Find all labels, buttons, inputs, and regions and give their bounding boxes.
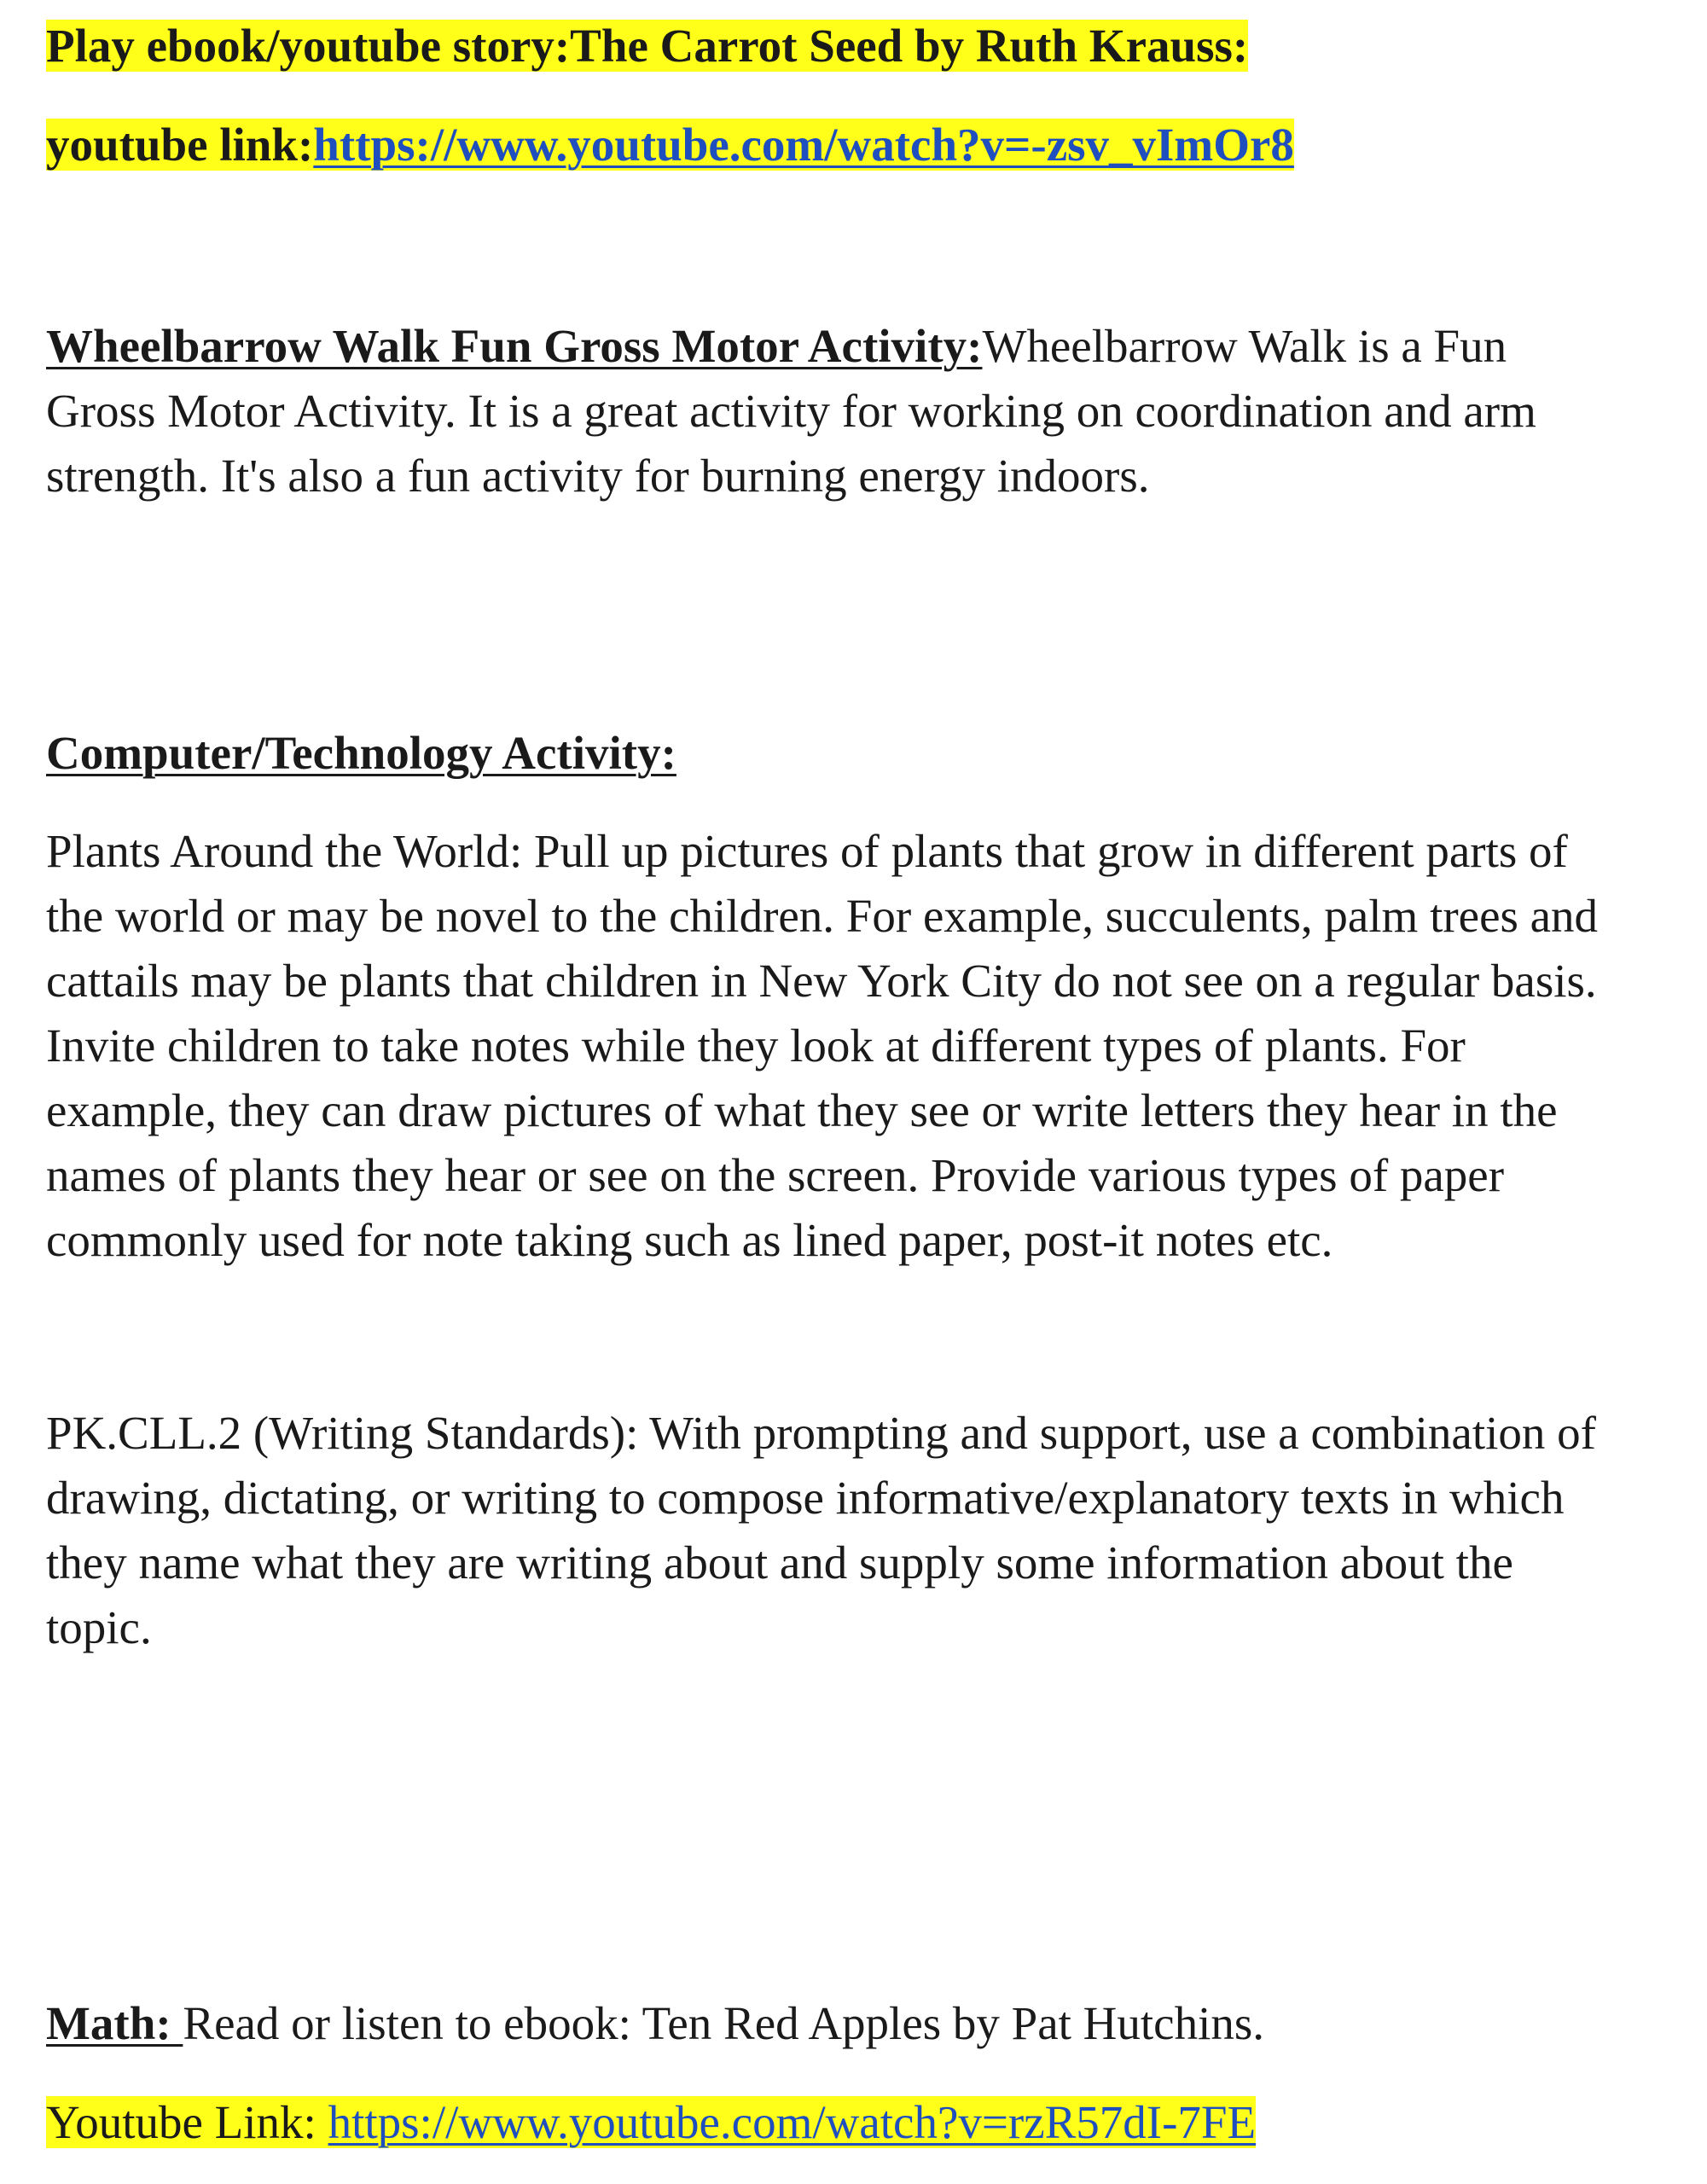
technology-text-line: example, they can draw pictures of what they see or write letters they hear in the	[46, 1084, 1558, 1136]
story-link-line	[46, 113, 1650, 177]
wheelbarrow-text-line: Wheelbarrow Walk is a Fun	[982, 320, 1507, 372]
technology-text-line: Plants Around the World: Pull up pictures of plants that grow in different parts of	[46, 825, 1568, 877]
math-section	[46, 1991, 1650, 2056]
wheelbarrow-text-line: strength. It's also a fun activity for burning energy indoors.	[46, 450, 1150, 502]
math-link-label: Youtube Link:	[46, 2096, 328, 2148]
standards-text-line: topic.	[46, 1601, 152, 1653]
story-link-label: youtube link:	[46, 119, 314, 171]
technology-text-line: names of plants they hear or see on the screen. Provide various types of paper	[46, 1149, 1505, 1201]
technology-heading: Computer/Technology Activity:	[46, 727, 676, 779]
technology-text-line: cattails may be plants that children in New York City do not see on a regular basis.	[46, 955, 1597, 1007]
wheelbarrow-text-line: Gross Motor Activity. It is a great activity for working on coordination and arm	[46, 385, 1536, 437]
standards-text-line: drawing, dictating, or writing to compose informative/explanatory texts in which	[46, 1472, 1565, 1524]
standards-text-line: PK.CLL.2 (Writing Standards): With prompting and support, use a combination of	[46, 1407, 1596, 1459]
technology-text-line: the world or may be novel to the children. For example, succulents, palm trees and	[46, 890, 1599, 942]
math-heading: Math:	[46, 1997, 183, 2049]
story-section	[46, 14, 1650, 78]
math-text: Read or listen to ebook: Ten Red Apples by Pat Hutchins.	[183, 1997, 1265, 2049]
technology-text-line: commonly used for note taking such as lined paper, post-it notes etc.	[46, 1214, 1333, 1266]
math-link-line	[46, 2090, 1650, 2155]
wheelbarrow-section	[46, 314, 1650, 508]
technology-text-line: Invite children to take notes while they look at different types of plants. For	[46, 1019, 1466, 1072]
story-title: Play ebook/youtube story:The Carrot Seed by Ruth Krauss:	[46, 20, 1249, 72]
wheelbarrow-heading: Wheelbarrow Walk Fun Gross Motor Activity:	[46, 320, 983, 372]
technology-body	[46, 819, 1650, 1273]
math-youtube-link[interactable]: https://www.youtube.com/watch?v=rzR57dI-7FE	[328, 2096, 1257, 2148]
standards-text-line: they name what they are writing about and supply some information about the	[46, 1536, 1513, 1589]
story-youtube-link[interactable]: https://www.youtube.com/watch?v=-zsv_vImOr8	[313, 119, 1294, 171]
standards-section	[46, 1401, 1650, 1660]
technology-heading-line	[46, 721, 1650, 786]
